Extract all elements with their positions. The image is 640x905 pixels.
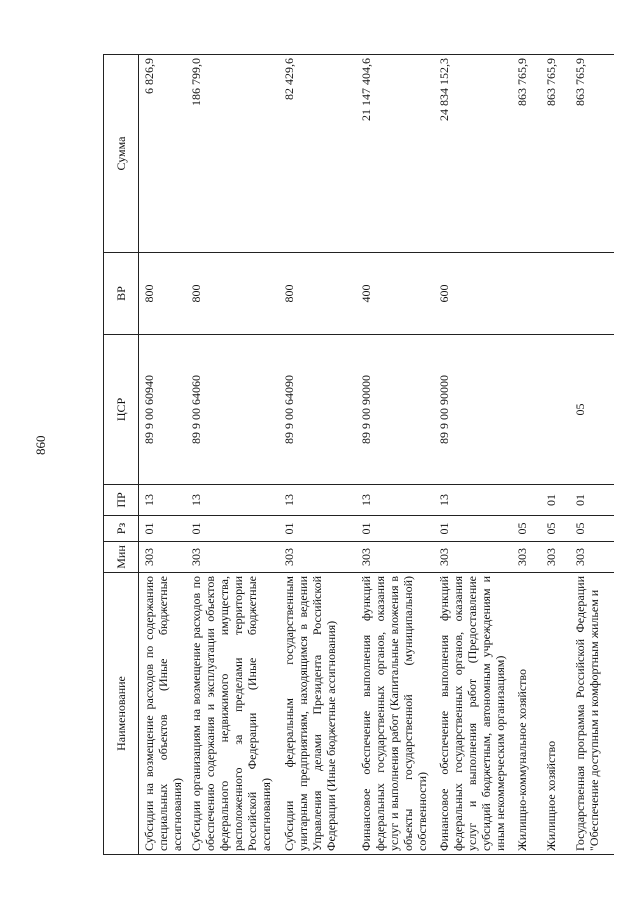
header-pr: ПР [104, 485, 139, 516]
row-pr: 13 [356, 485, 434, 516]
row-pr: 13 [139, 485, 187, 516]
row-csr: 89 9 00 64090 [279, 335, 356, 485]
row-pr: 13 [434, 485, 512, 516]
row-min: 303 [139, 542, 187, 573]
row-min: 303 [541, 542, 570, 573]
row-rz: 01 [434, 516, 512, 542]
row-pr [512, 485, 541, 516]
row-min: 303 [570, 542, 614, 573]
row-pr: 01 [570, 485, 614, 516]
row-sum: 863 765,9 [541, 55, 570, 253]
row-vr: 600 [434, 253, 512, 335]
table-row [139, 55, 187, 855]
row-vr [512, 253, 541, 335]
row-rz: 01 [139, 516, 187, 542]
page-number: 860 [33, 435, 48, 455]
table-row [279, 55, 356, 855]
header-min: Мин [104, 542, 139, 573]
row-name: Государственная программа Российской Федерации "Обеспечение доступным и комфортным жильем и [570, 573, 614, 855]
row-rz: 05 [541, 516, 570, 542]
table-row [570, 55, 614, 855]
row-name: Жилищное хозяйство [541, 573, 570, 855]
row-pr: 13 [279, 485, 356, 516]
row-vr: 800 [186, 253, 279, 335]
row-name: Финансовое обеспечение выполнения функций федеральных государственных органов, оказания услуг и выполнения работ (Предоставление субсидий бюджетным, автономным учреждениям и иным некоммерческим организациям) [434, 573, 512, 855]
row-sum: 863 765,9 [570, 55, 614, 253]
table-header-row [104, 55, 139, 855]
row-min: 303 [434, 542, 512, 573]
row-name: Субсидии федеральным государственным унитарным предприятиям, находящимся в ведении Управления делами Президента Российской Федерации (Иные бюджетные ассигнования) [279, 573, 356, 855]
row-rz: 01 [279, 516, 356, 542]
row-sum: 6 826,9 [139, 55, 187, 253]
row-rz: 01 [186, 516, 279, 542]
row-vr: 400 [356, 253, 434, 335]
table-row [356, 55, 434, 855]
row-vr [541, 253, 570, 335]
row-csr [541, 335, 570, 485]
row-csr: 89 9 00 90000 [434, 335, 512, 485]
row-sum: 82 429,6 [279, 55, 356, 253]
row-csr: 89 9 00 90000 [356, 335, 434, 485]
row-min: 303 [356, 542, 434, 573]
row-min: 303 [279, 542, 356, 573]
row-name: Жилищно-коммунальное хозяйство [512, 573, 541, 855]
row-csr: 05 [570, 335, 614, 485]
table-row [541, 55, 570, 855]
header-sum: Сумма [104, 55, 139, 253]
row-csr [512, 335, 541, 485]
row-pr: 01 [541, 485, 570, 516]
row-rz: 01 [356, 516, 434, 542]
row-sum: 186 799,0 [186, 55, 279, 253]
header-csr: ЦСР [104, 335, 139, 485]
row-name: Субсидии организациям на возмещение расходов по обеспечению содержания и эксплуатации объектов федерального недвижимого имущества, расположенного за пределами территории Российской Федерации (Иные бюджетные ассигнования) [186, 573, 279, 855]
row-sum: 21 147 404,6 [356, 55, 434, 253]
row-min: 303 [186, 542, 279, 573]
table-row [186, 55, 279, 855]
row-vr: 800 [139, 253, 187, 335]
row-sum: 24 834 152,3 [434, 55, 512, 253]
row-vr [570, 253, 614, 335]
row-vr: 800 [279, 253, 356, 335]
row-name: Финансовое обеспечение выполнения функций федеральных государственных органов, оказания услуг и выполнения работ (Капитальные вложения в объекты государственной (муниципальной) собственности) [356, 573, 434, 855]
row-csr: 89 9 00 60940 [139, 335, 187, 485]
header-vr: ВР [104, 253, 139, 335]
table-row [434, 55, 512, 855]
row-csr: 89 9 00 64060 [186, 335, 279, 485]
header-rz: Рз [104, 516, 139, 542]
row-pr: 13 [186, 485, 279, 516]
budget-table [103, 54, 614, 855]
row-name: Субсидии на возмещение расходов по содержанию специальных объектов (Иные бюджетные ассигнования) [139, 573, 187, 855]
table-row [512, 55, 541, 855]
row-rz: 05 [570, 516, 614, 542]
row-sum: 863 765,9 [512, 55, 541, 253]
row-min: 303 [512, 542, 541, 573]
header-name: Наименование [104, 573, 139, 855]
row-rz: 05 [512, 516, 541, 542]
budget-table-page [103, 55, 623, 855]
